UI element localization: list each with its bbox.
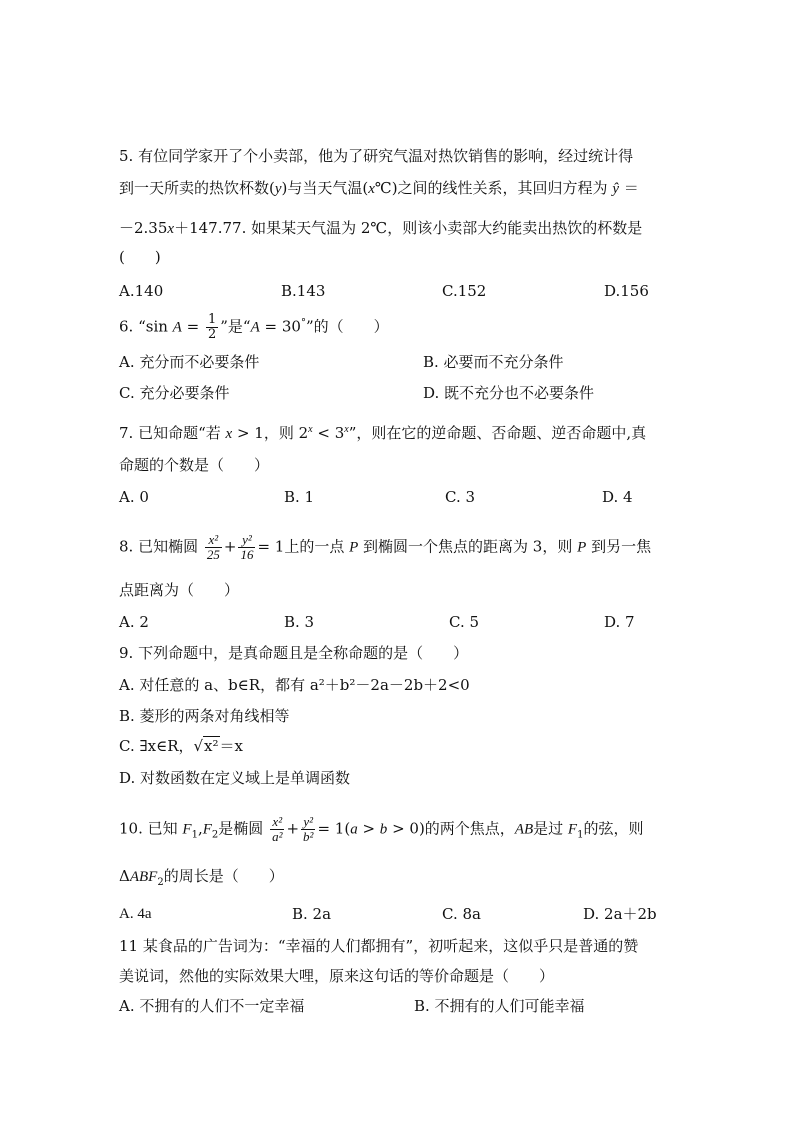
q8-d1: 25	[206, 547, 220, 562]
q5-line1: 5. 有位同学家开了个小卖部，他为了研究气温对热饮销售的影响，经过统计得	[119, 147, 634, 165]
q8-option-c[interactable]: C. 5	[449, 613, 480, 631]
q5-option-a[interactable]: A.140	[119, 282, 164, 300]
q5-eq: ＝	[623, 179, 639, 197]
q6-eq1: =	[181, 317, 204, 336]
q6-A2: A	[250, 319, 260, 336]
q10-n2: y²	[301, 815, 315, 830]
q5-var-x: x	[368, 181, 375, 197]
q9-optc-b: x∈R，	[147, 737, 194, 755]
q9-exists: ∃	[139, 737, 148, 755]
q10-gt2: > 0)的两个焦点，	[387, 819, 515, 838]
q11-option-b[interactable]: B. 不拥有的人们可能幸福	[414, 997, 585, 1015]
q8-option-a[interactable]: A. 2	[119, 613, 149, 631]
q6-eq2: = 30	[259, 317, 301, 336]
q7-option-b[interactable]: B. 1	[284, 488, 315, 506]
q10-e: 是过	[533, 819, 568, 838]
q11-line2: 美说词，然他的实际效果大哩，原来这句话的等价命题是（ ）	[119, 967, 555, 985]
q10-F1: F	[182, 821, 192, 838]
q7-line1	[119, 420, 646, 444]
q5-paren: ( )	[119, 248, 161, 266]
q9-optc-a: C.	[119, 737, 140, 755]
q6-prefix: 6. “sin	[119, 317, 173, 336]
q10-bv: b	[379, 821, 388, 838]
q10-s1: 1	[191, 829, 198, 841]
q10-line2b: 的周长是（ ）	[163, 867, 284, 885]
q7-option-a[interactable]: A. 0	[119, 488, 149, 506]
q8-option-b[interactable]: B. 3	[284, 613, 315, 631]
q7-c: < 3	[312, 424, 345, 442]
q7-x1: x	[225, 426, 233, 442]
q8-P1: P	[349, 539, 359, 556]
q5-line2a: 到一天所卖的热饮杯数(	[119, 179, 275, 197]
q5-option-c[interactable]: C.152	[442, 282, 487, 300]
q6-deg: °	[300, 317, 306, 329]
q6-den: 2	[207, 327, 217, 342]
q10-F3: F	[567, 821, 578, 838]
q8-frac1	[205, 533, 222, 562]
q8-option-d[interactable]: D. 7	[604, 613, 635, 631]
q10-line1	[119, 815, 643, 846]
q11-line1: 11 某食品的广告词为：“幸福的人们都拥有”，初听起来，这似乎只是普通的赞	[119, 937, 639, 955]
q6-option-d[interactable]: D. 既不充分也不必要条件	[423, 384, 595, 402]
q10-d2: b²	[303, 829, 314, 844]
q9-line1: 9. 下列命题中，是真命题且是全称命题的是（ ）	[119, 644, 469, 662]
q10-comma: ,	[197, 819, 203, 838]
q8-P2: P	[577, 539, 587, 556]
q8-line1	[119, 533, 651, 562]
q7-b: > 1，则 2	[232, 424, 309, 442]
q7-option-c[interactable]: C. 3	[445, 488, 476, 506]
q10-s2: 2	[211, 829, 219, 841]
q10-f: 的弦，则	[583, 819, 644, 838]
q10-option-c[interactable]: C. 8a	[442, 905, 481, 923]
q8-n2: y²	[238, 533, 255, 548]
q10-a: 10. 已知	[119, 819, 183, 838]
q10-frac2	[301, 815, 315, 844]
q5-option-d[interactable]: D.156	[604, 282, 649, 300]
q6-option-c[interactable]: C. 充分必要条件	[119, 384, 230, 402]
q6-option-a[interactable]: A. 充分而不必要条件	[119, 353, 260, 371]
q6-A1: A	[172, 319, 182, 336]
q8-frac2	[238, 533, 255, 562]
q10-option-d[interactable]: D. 2a＋2b	[583, 905, 657, 923]
q7-a: 7. 已知命题“若	[119, 424, 226, 442]
q9-option-d[interactable]: D. 对数函数在定义域上是单调函数	[119, 769, 351, 787]
q5-line2c: ℃)之间的线性关系，其回归方程为	[374, 179, 608, 197]
q9-option-b[interactable]: B. 菱形的两条对角线相等	[119, 707, 290, 725]
q5-var-y: y	[274, 181, 282, 197]
q5-line3b: ＋147.77. 如果某天气温为 2℃，则该小卖部大约能卖出热饮的杯数是	[174, 219, 643, 237]
q8-d2: 16	[240, 547, 254, 562]
q6-mid: ”是“	[220, 317, 251, 336]
q8-d: 到另一焦	[586, 537, 652, 556]
q10-s3: 1	[577, 829, 584, 841]
q10-c: = 1(	[317, 819, 351, 838]
q5-line3	[119, 218, 642, 239]
q7-x2: x	[308, 424, 313, 435]
q6-stem	[119, 313, 389, 342]
q10-option-b[interactable]: B. 2a	[292, 905, 332, 923]
q7-d: ”，则在它的逆命题、否命题、逆否命题中,真	[348, 424, 647, 442]
q10-line2	[119, 866, 284, 893]
q10-frac1	[270, 815, 284, 844]
q10-plus: +	[286, 819, 300, 838]
q11-option-a[interactable]: A. 不拥有的人们不一定幸福	[119, 997, 305, 1015]
q5-var-x2: x	[167, 221, 175, 237]
q6-num: 1	[207, 312, 217, 327]
q10-F2: F	[202, 821, 212, 838]
q5-line2	[119, 178, 639, 199]
q5-yhat: ŷ	[612, 181, 620, 197]
q6-fraction	[206, 313, 218, 342]
q10-s4: 2	[157, 877, 164, 888]
q9-rad: x²	[204, 737, 219, 755]
q8-c: 到椭圆一个焦点的距离为 3，则	[358, 537, 578, 556]
q7-x3: x	[344, 424, 349, 435]
q6-option-b[interactable]: B. 必要而不充分条件	[423, 353, 564, 371]
q5-line2b: )与当天气温(	[281, 179, 369, 197]
q10-gt1: >	[357, 819, 380, 838]
q8-a: 8. 已知椭圆	[119, 537, 203, 556]
q9-option-c[interactable]	[119, 736, 243, 756]
q5-option-b[interactable]: B.143	[281, 282, 326, 300]
q10-n1: x²	[270, 815, 284, 830]
q8-b: = 1上的一点	[257, 537, 350, 556]
q7-line2: 命题的个数是（ ）	[119, 456, 270, 474]
q10-option-a[interactable]: A. 4a	[119, 906, 152, 922]
q6-suffix: ”的（ ）	[305, 317, 389, 336]
q9-option-a[interactable]: A. 对任意的 a、b∈R，都有 a²＋b²－2a－2b＋2<0	[119, 676, 470, 694]
q8-line2: 点距离为（ ）	[119, 581, 240, 599]
q10-AB: AB	[514, 821, 534, 838]
q9-root: √	[193, 737, 204, 755]
q10-av: a	[350, 821, 358, 838]
q8-plus: +	[223, 537, 237, 556]
q10-b: 是椭圆	[218, 819, 269, 838]
q7-option-d[interactable]: D. 4	[602, 488, 633, 506]
q10-ABF: ABF	[129, 869, 158, 885]
q8-n1: x²	[205, 533, 222, 548]
q9-optc-c: ＝x	[219, 737, 243, 755]
q10-delta: Δ	[119, 867, 130, 885]
q5-line3a: －2.35	[119, 219, 168, 237]
q10-d1: a²	[272, 829, 283, 844]
